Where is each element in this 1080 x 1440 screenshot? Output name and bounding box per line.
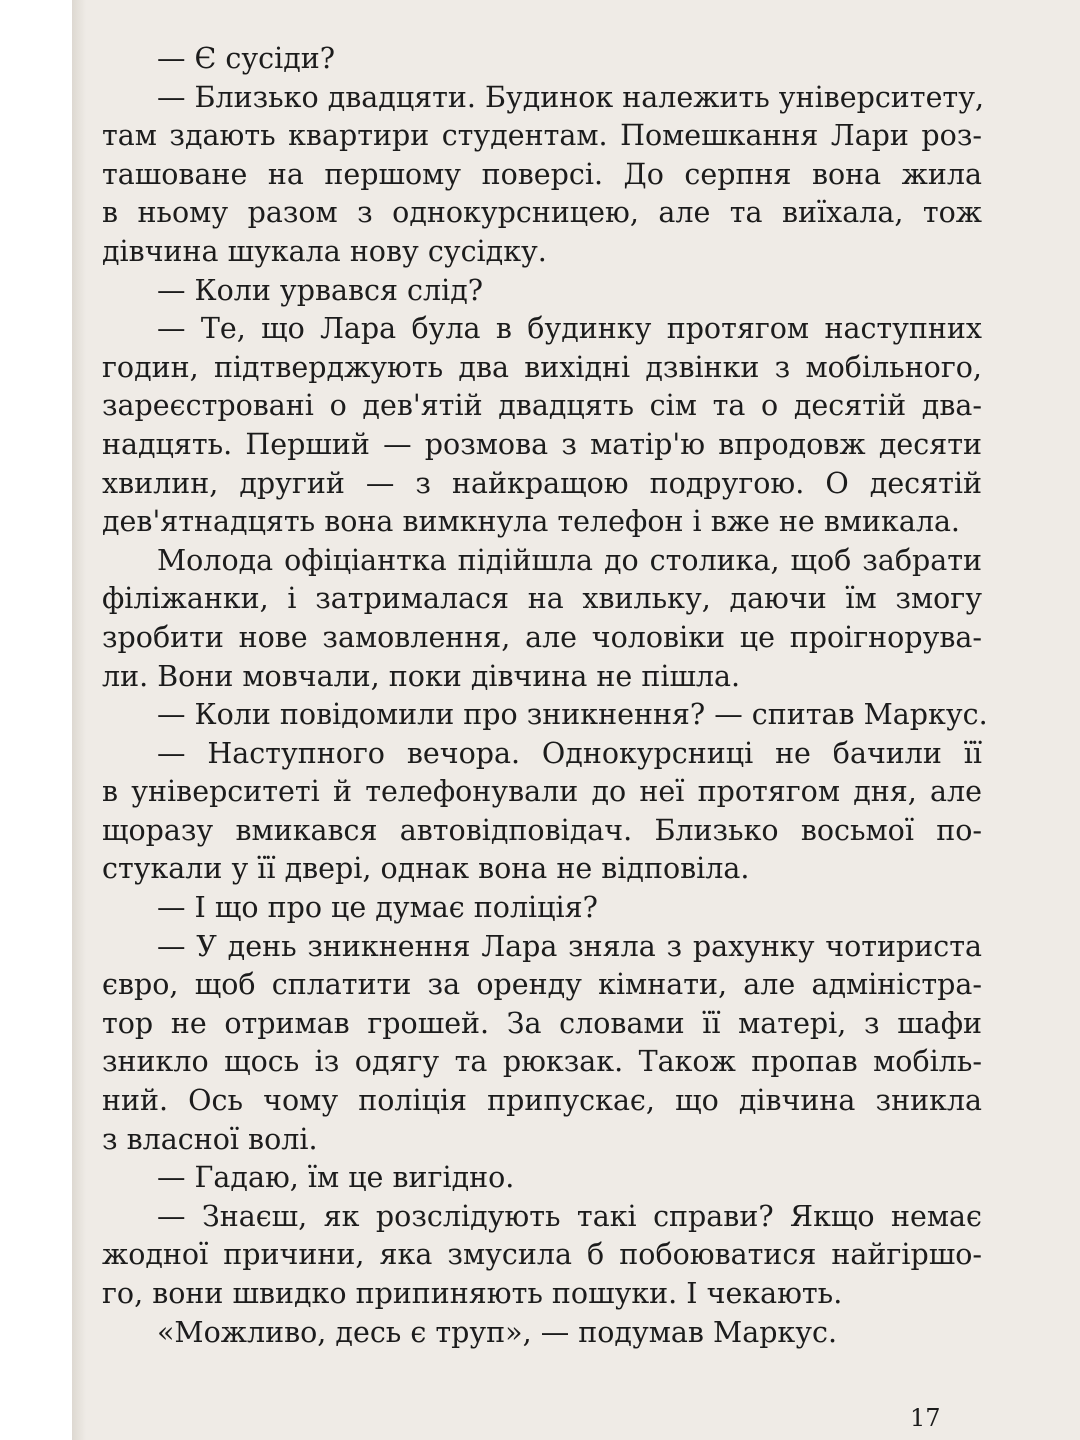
text-line: — Коли повідомили про зникнення? — спитав Маркус. <box>157 698 988 732</box>
text-line: тор не отримав грошей. За словами її матері, з шафи <box>102 1006 982 1040</box>
text-line: — Знаєш, як розслідують такі справи? Якщо немає <box>157 1199 982 1233</box>
text-line: хвилин, другий — з найкращою подругою. О десятій <box>102 466 982 500</box>
text-line: надцять. Перший — розмова з матір'ю впродовж десяти <box>102 427 982 461</box>
text-line: дівчина шукала нову сусідку. <box>102 234 547 268</box>
text-line: зробити нове замовлення, але чоловіки це проігнорува- <box>102 620 982 654</box>
text-line: — Гадаю, їм це вигідно. <box>157 1161 515 1195</box>
text-line: годин, підтверджують два вихідні дзвінки з мобільного, <box>102 350 982 384</box>
text-line: — Наступного вечора. Однокурсниці не бачили її <box>157 736 982 770</box>
text-line: — І що про це думає поліція? <box>157 891 598 925</box>
text-line: філіжанки, і затрималася на хвильку, даючи їм змогу <box>102 582 982 616</box>
text-line: Молода офіціантка підійшла до столика, щоб забрати <box>157 543 982 577</box>
text-line: «Можливо, десь є труп», — подумав Маркус. <box>157 1315 838 1349</box>
book-page <box>72 0 1080 1440</box>
page-body-text <box>102 40 988 1352</box>
text-line: з власної волі. <box>102 1122 318 1156</box>
text-line: євро, щоб сплатити за оренду кімнати, але адміністра- <box>102 968 982 1002</box>
text-line: ташоване на першому поверсі. До серпня вона жила <box>102 157 982 191</box>
page-number: 17 <box>910 1404 941 1432</box>
text-line: — Є сусіди? <box>157 42 336 75</box>
text-line: стукали у її двері, однак вона не відповіла. <box>102 852 750 886</box>
text-line: там здають квартири студентам. Помешкання Лари роз- <box>102 119 982 153</box>
text-line: — Коли урвався слід? <box>157 273 484 307</box>
page-gutter-shadow <box>72 0 86 1440</box>
text-line: в ньому разом з однокурсницею, але та виїхала, тож <box>102 196 982 230</box>
text-line: — Те, що Лара була в будинку протягом наступних <box>157 312 982 346</box>
text-line: в університеті й телефонували до неї протягом дня, але <box>102 775 982 809</box>
text-line: — У день зникнення Лара зняла з рахунку чотириста <box>157 929 982 963</box>
text-line: ний. Ось чому поліція припускає, що дівчина зникла <box>102 1084 982 1118</box>
text-line: ли. Вони мовчали, поки дівчина не пішла. <box>102 659 741 693</box>
text-line: — Близько двадцяти. Будинок належить університету, <box>157 80 985 114</box>
text-line: щоразу вмикався автовідповідач. Близько восьмої по- <box>102 813 982 847</box>
text-line: зникло щось із одягу та рюкзак. Також пропав мобіль- <box>102 1045 982 1079</box>
text-line: го, вони швидко припиняють пошуки. І чекають. <box>102 1277 843 1310</box>
text-line: жодної причини, яка змусила б побоюватися найгіршо- <box>102 1238 982 1272</box>
text-line: дев'ятнадцять вона вимкнула телефон і вже не вмикала. <box>102 505 960 539</box>
text-line: зареєстровані о дев'ятій двадцять сім та о десятій два- <box>102 389 982 423</box>
